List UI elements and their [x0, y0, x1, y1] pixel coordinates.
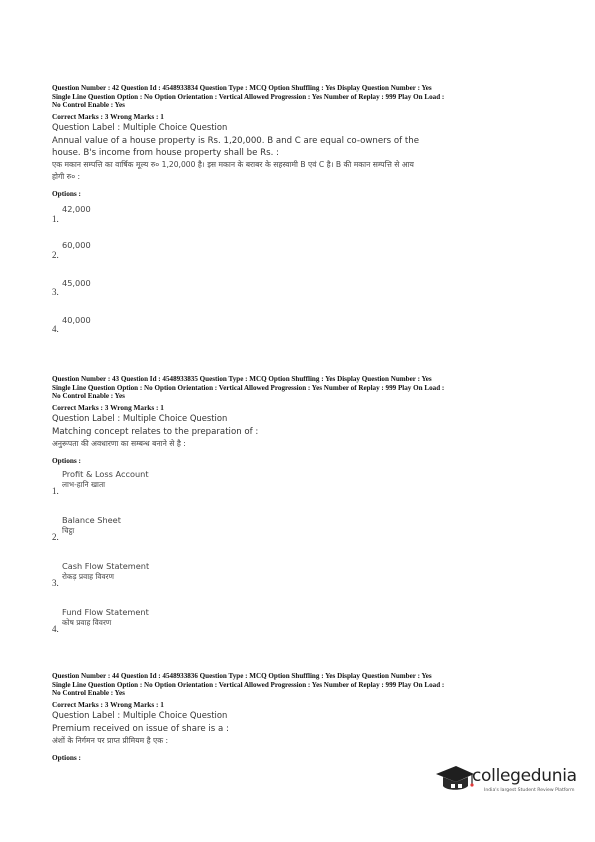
option-value-hindi: लाभ-हानि खाता [62, 479, 106, 489]
graduation-cap-icon [434, 762, 474, 802]
option-value: 60,000 [62, 239, 91, 250]
option-value: Cash Flow Statement [62, 560, 150, 571]
option-value: 45,000 [62, 277, 91, 288]
question-label: Question Label : Multiple Choice Question [52, 412, 228, 423]
logo-tagline: India's largest Student Review Platform [484, 788, 575, 793]
question-text-hindi: एक मकान सम्पत्ति का वार्षिक मूल्य रु० 1,20,000 है। इस मकान के बराबर के सहस्वामी B एवं C है। B की मकान सम्पत्ति से आय होगी रु० : [52, 159, 414, 181]
option-value: Fund Flow Statement [62, 606, 149, 617]
collegedunia-logo [434, 762, 584, 802]
question-44 [52, 672, 552, 762]
question-text: Annual value of a house property is Rs. 1,20,000. B and C are equal co-owners of the house. B's income from house property shall be Rs. : [52, 135, 419, 158]
question-marks: Correct Marks : 3 Wrong Marks : 1 [52, 111, 164, 121]
option-value-hindi: चिट्ठा [62, 525, 75, 535]
options-heading: Options : [52, 188, 81, 198]
question-label: Question Label : Multiple Choice Question [52, 121, 228, 132]
question-text: Matching concept relates to the preparation of : [52, 426, 259, 437]
option-value: Profit & Loss Account [62, 468, 149, 479]
options-heading: Options : [52, 455, 81, 465]
question-text: Premium received on issue of share is a : [52, 723, 229, 734]
option-value: Balance Sheet [62, 514, 121, 525]
option-number: 2. [52, 249, 59, 260]
options-list [52, 465, 552, 650]
question-marks: Correct Marks : 3 Wrong Marks : 1 [52, 699, 164, 709]
option-number: 1. [52, 213, 59, 224]
option-value-hindi: कोष प्रवाह विवरण [62, 617, 112, 627]
option-number: 2. [52, 531, 59, 542]
question-meta: Question Number : 42 Question Id : 4548933834 Question Type : MCQ Option Shuffling : Yes Display Question Number : Yes Single Line Question Option : No Option Orientation : Vertical Allowed Progression : Yes Number of Replay : 999 Play On Load : No Control Enable : Yes [52, 84, 445, 110]
option-number: 3. [52, 577, 59, 588]
option-value: 42,000 [62, 203, 91, 214]
option-number: 4. [52, 623, 59, 634]
question-text-hindi: अंशों के निर्गमन पर प्राप्त प्रीमियम है एक : [52, 735, 169, 745]
question-43 [52, 375, 552, 650]
option-number: 4. [52, 323, 59, 334]
question-meta: Question Number : 44 Question Id : 4548933836 Question Type : MCQ Option Shuffling : Yes Display Question Number : Yes Single Line Question Option : No Option Orientation : Vertical Allowed Progression : Yes Number of Replay : 999 Play On Load : No Control Enable : Yes [52, 672, 445, 698]
option-value-hindi: रोकड़ प्रवाह विवरण [62, 571, 114, 581]
question-meta: Question Number : 43 Question Id : 4548933835 Question Type : MCQ Option Shuffling : Yes Display Question Number : Yes Single Line Question Option : No Option Orientation : Vertical Allowed Progression : Yes Number of Replay : 999 Play On Load : No Control Enable : Yes [52, 375, 445, 401]
logo-wordmark: collegedunia [472, 766, 577, 786]
question-text-hindi: अनुरूपता की अवधारणा का सम्बन्ध बनाने से है : [52, 438, 186, 448]
option-number: 1. [52, 485, 59, 496]
options-heading: Options : [52, 752, 81, 762]
options-list [52, 198, 552, 338]
question-marks: Correct Marks : 3 Wrong Marks : 1 [52, 402, 164, 412]
question-label: Question Label : Multiple Choice Question [52, 709, 228, 720]
option-value: 40,000 [62, 314, 91, 325]
option-number: 3. [52, 286, 59, 297]
question-42 [52, 84, 552, 338]
